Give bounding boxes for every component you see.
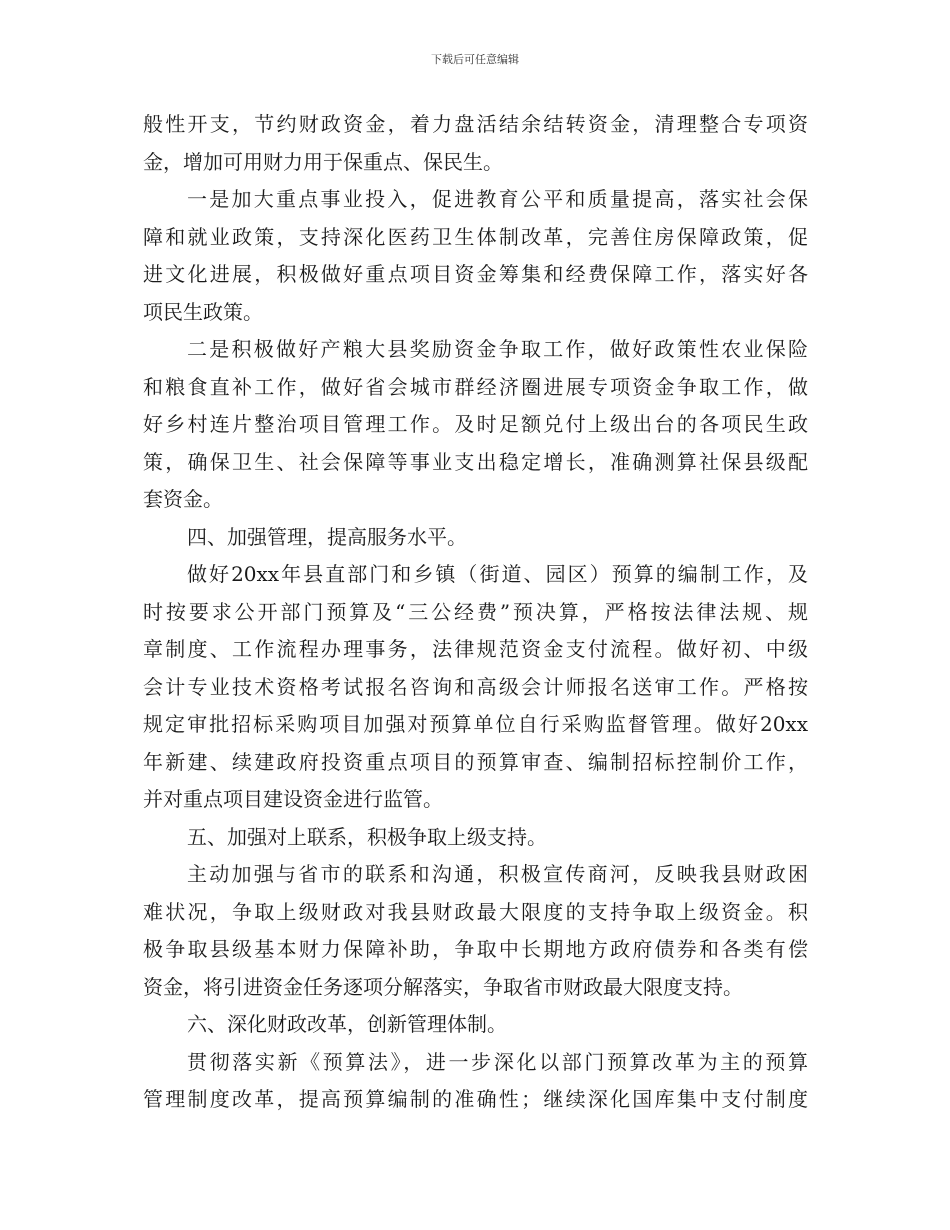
- paragraph-start-line: 做好20xx年县直部门和乡镇（街道、园区）预算的编制工作，及: [187, 562, 808, 586]
- text-line: 障和就业政策，支持深化医药卫生体制改革，完善住房保障政策，促: [143, 224, 808, 249]
- text-line: 套资金。: [143, 487, 223, 511]
- text-line: 项民生政策。: [143, 299, 263, 324]
- page-header: 下载后可任意编辑: [431, 53, 519, 66]
- text-line: 难状况，争取上级财政对我县财政最大限度的支持争取上级资金。积: [143, 899, 808, 924]
- text-line: 并对重点项目建设资金进行监管。: [143, 787, 443, 811]
- text-line: 和粮食直补工作，做好省会城市群经济圈进展专项资金争取工作，做: [143, 374, 808, 399]
- text-line: 时按要求公开部门预算及“三公经费”预决算，严格按法律法规、规: [143, 599, 808, 624]
- text-line: 年新建、续建政府投资重点项目的预算审查、编制招标控制价工作，: [143, 749, 808, 774]
- paragraph-start-line: 贯彻落实新《预算法》，进一步深化以部门预算改革为主的预算: [187, 1049, 808, 1074]
- text-line: 资金，将引进资金任务逐项分解落实，争取省市财政最大限度支持。: [143, 974, 743, 999]
- text-line: 好乡村连片整治项目管理工作。及时足额兑付上级出台的各项民生政: [143, 412, 808, 436]
- section-heading: 四、加强管理，提高服务水平。: [187, 524, 467, 549]
- text-line: 策，确保卫生、社会保障等事业支出稳定增长，准确测算社保县级配: [143, 449, 808, 474]
- text-line: 般性开支，节约财政资金，着力盘活结余结转资金，清理整合专项资: [143, 112, 808, 136]
- text-line: 规定审批招标采购项目加强对预算单位自行采购监督管理。做好20xx: [143, 712, 808, 736]
- paragraph-start-line: 主动加强与省市的联系和沟通，积极宣传商河，反映我县财政困: [187, 862, 808, 886]
- section-heading: 六、深化财政改革，创新管理体制。: [187, 1012, 507, 1036]
- text-line: 金，增加可用财力用于保重点、保民生。: [143, 149, 503, 174]
- document-body: [143, 106, 808, 1119]
- text-line: 极争取县级基本财力保障补助，争取中长期地方政府债券和各类有偿: [143, 937, 808, 961]
- text-line: 进文化进展，积极做好重点项目资金筹集和经费保障工作，落实好各: [143, 262, 808, 286]
- text-line: 管理制度改革，提高预算编制的准确性；继续深化国库集中支付制度: [143, 1087, 808, 1111]
- text-line: 章制度、工作流程办理事务，法律规范资金支付流程。做好初、中级: [143, 637, 808, 661]
- section-heading: 五、加强对上联系，积极争取上级支持。: [187, 824, 547, 849]
- paragraph-start-line: 一是加大重点事业投入，促进教育公平和质量提高，落实社会保: [187, 187, 808, 211]
- paragraph-start-line: 二是积极做好产粮大县奖励资金争取工作，做好政策性农业保险: [187, 337, 808, 361]
- text-line: 会计专业技术资格考试报名咨询和高级会计师报名送审工作。严格按: [143, 674, 808, 699]
